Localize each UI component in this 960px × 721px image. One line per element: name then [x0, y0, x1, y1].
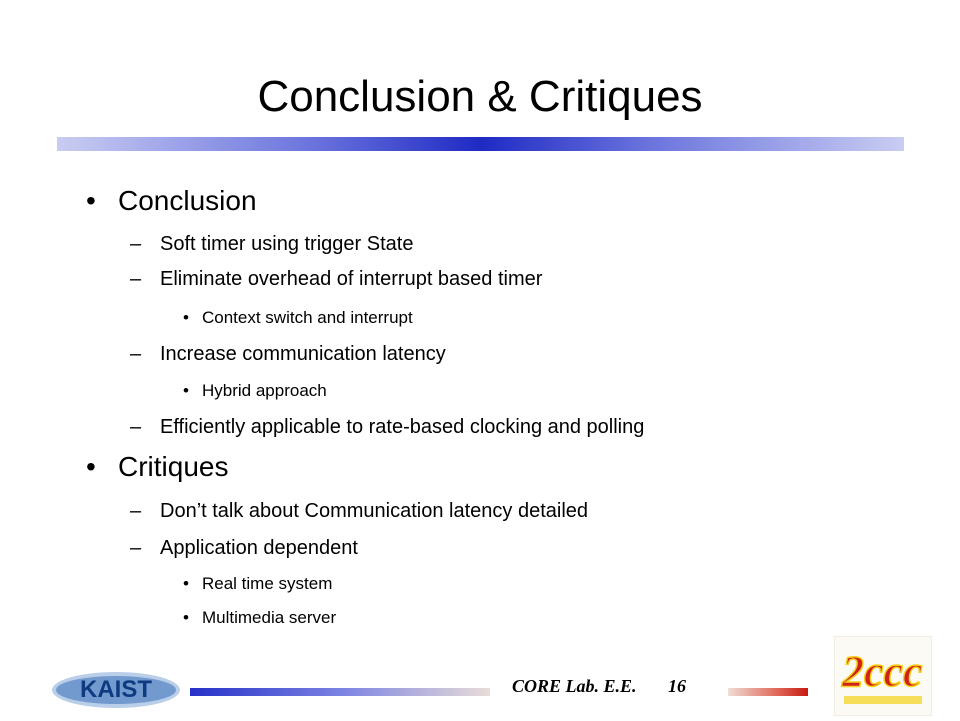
bullet-icon: • [183, 574, 189, 593]
footer-bar-left [190, 688, 490, 696]
kaist-logo-text: KAIST [80, 676, 152, 703]
page-number: 16 [668, 676, 686, 696]
list-item-text: Increase communication latency [160, 343, 446, 365]
list-item-text: Application dependent [160, 537, 358, 559]
bullet-icon: • [86, 451, 96, 482]
2ccc-logo [834, 636, 932, 716]
list-item-text: Eliminate overhead of interrupt based timer [160, 268, 543, 290]
dash-icon: – [130, 500, 142, 522]
section-heading-text: Conclusion [118, 185, 257, 216]
list-item-text: Efficiently applicable to rate-based clocking and polling [160, 416, 645, 438]
bullet-icon: • [183, 608, 189, 627]
sub-list-item-text: Context switch and interrupt [202, 308, 413, 327]
list-item-text: Soft timer using trigger State [160, 233, 414, 255]
bullet-icon: • [86, 185, 96, 216]
dash-icon: – [130, 537, 142, 559]
section-heading-text: Critiques [118, 451, 229, 482]
list-item-text: Don’t talk about Communication latency detailed [160, 500, 589, 522]
sub-list-item-text: Hybrid approach [202, 381, 327, 400]
sub-list-item-text: Real time system [202, 574, 333, 593]
kaist-logo [50, 660, 190, 712]
dash-icon: – [130, 233, 142, 255]
dash-icon: – [130, 268, 142, 290]
dash-icon: – [130, 416, 142, 438]
dash-icon: – [130, 343, 142, 365]
bullet-icon: • [183, 308, 189, 327]
footer-bar-right [728, 688, 808, 696]
footer-lab-label: CORE Lab. E.E. [512, 676, 637, 696]
sub-list-item-text: Multimedia server [202, 608, 337, 627]
2ccc-logo-text: 2ccc [842, 647, 923, 696]
bullet-icon: • [183, 381, 189, 400]
slide-title: Conclusion & Critiques [257, 72, 703, 121]
